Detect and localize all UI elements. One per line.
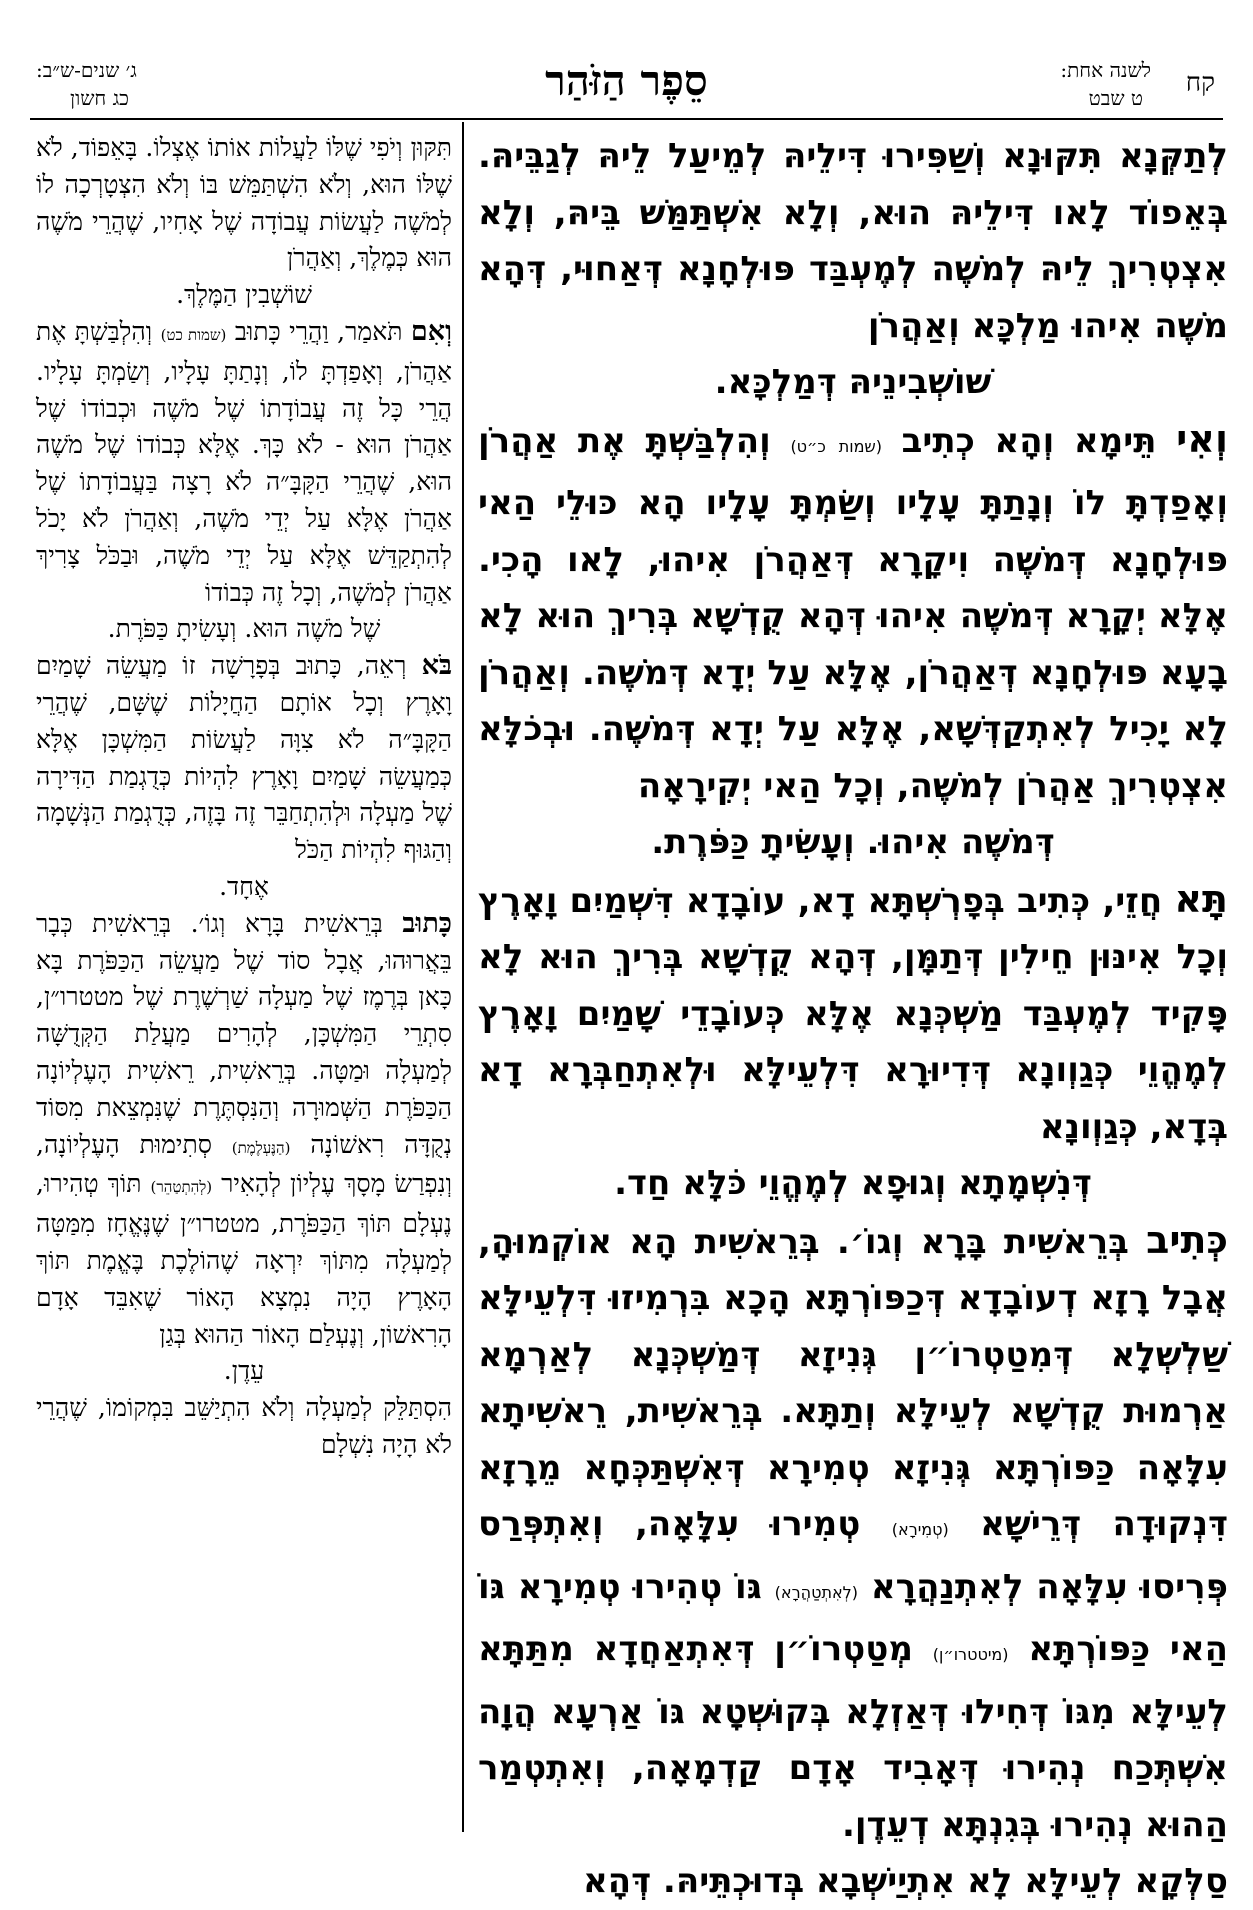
paragraph-lead-word: וְאִי xyxy=(1176,416,1229,461)
paragraph-text: דְּנִשְׁמָתָא וְגוּפָא לְמֶהֱוֵי כֹּלָּא חַד. xyxy=(614,1163,1092,1203)
paragraph-text: תּוֹךְ טְהִירוּ, נֶעְלָם תּוֹךְ הַכַּפֹּרֶת, מטטרו״ן שֶׁנֶּאֱחָז מִמַּטָּה לְמַעְלָה מִתּוֹךְ יִרְאָה שֶׁהוֹלֶכֶת בֶּאֱמֶת תּוֹךְ הָאָרֶץ הָיָה נִמְצָא הָאוֹר שֶׁאִבֵּד אָדָם הָרִאשׁוֹן, וְנֶעְלַם הָאוֹר הַהוּא בְּגַן xyxy=(36,1169,452,1349)
header-date-three-years: כג חשון xyxy=(70,86,129,110)
paragraph-text: רְאֵה, כָּתוּב בְּפָרָשָׁה זוֹ מַעֲשֵׂה שָׁמַיִם וָאָרֶץ וְכָל אוֹתָם הַחֲיָלוֹת שֶׁשָּׁם, שֶׁהֲרֵי הַקָּבָּ״ה לֹא צִוָּה לַעֲשׂוֹת הַמִּשְׁכָּן אֶלָּא כְּמַעֲשֵׂה שָׁמַיִם וָאָרֶץ לִהְיוֹת כְּדֻגְמַת הַדִּירָה שֶׁל מַעְלָה וּלְהִתְחַבֵּר זֶה בָּזֶה, כְּדֻגְמַת הַנְּשָׁמָה וְהַגּוּף לִהְיוֹת הַכֹּל xyxy=(36,651,452,865)
paragraph-text: הִסְתַּלֵּק לְמַעְלָה וְלֹא הִתְיַשֵּׁב בִּמְקוֹמוֹ, שֶׁהֲרֵי לֹא הָיָה נִשְׁלָם xyxy=(36,1393,452,1459)
variant-note: (לְהִתְטַהֵר) xyxy=(150,1178,213,1197)
paragraph-text: סְתִימוּת הָעֶלְיוֹנָה, וְנִפְרַשׂ מָסָךְ עֶלְיוֹן לְהָאִיר xyxy=(36,1129,453,1199)
paragraph-lead-word: כְּתִיב xyxy=(1146,1217,1228,1262)
paragraph-text: אֶחָד. xyxy=(219,871,269,901)
paragraph-lead-word: וְאִם xyxy=(410,315,452,347)
paragraph-lead-word: בֹּא xyxy=(421,650,452,682)
header-date-one-year: ט שבט xyxy=(1088,86,1143,110)
paragraph-closing-line xyxy=(478,814,1228,871)
paragraph-closing-line xyxy=(36,277,452,314)
variant-note: (מיטטרו״ן) xyxy=(932,1645,1009,1664)
page-header xyxy=(30,56,1223,116)
paragraph-closing-line xyxy=(478,354,1228,411)
aramaic-text-column xyxy=(478,128,1228,1910)
verse-reference: (שמות כט) xyxy=(160,325,227,344)
paragraph-text: סַלְּקָא לְעֵילָּא לָא אִתְיַישְּׁבָא בְּדוּכְתֵּיהּ. דְּהָא xyxy=(582,1861,1228,1901)
paragraph-closing-line xyxy=(478,1155,1228,1212)
variant-note: (טְמִירָא) xyxy=(891,1520,949,1539)
paragraph-text: גּוֹ טְהִירוּ טְמִירָא גּוֹ הַאי כַּפּוֹרְתָּא xyxy=(478,1566,1229,1669)
header-divider xyxy=(30,118,1223,120)
page-number: קח xyxy=(1185,68,1215,98)
paragraph-closing-line xyxy=(36,611,452,648)
paragraph-text: שׁוֹשְׁבִין הַמֶּלֶךְ. xyxy=(176,280,312,310)
hebrew-paragraph-3 xyxy=(36,648,452,869)
aramaic-paragraph-3 xyxy=(478,871,1228,1156)
paragraph-text: שֶׁל מֹשֶׁה הוּא. וְעָשִׂיתָ כַּפֹּרֶת. xyxy=(107,614,381,644)
paragraph-text: עֵדֶן. xyxy=(223,1356,265,1386)
verse-reference: (שמות כ״ט) xyxy=(790,436,883,456)
hebrew-paragraph-4 xyxy=(36,906,452,1354)
page-title: סֵפֶר הַזֹּהַר xyxy=(545,56,708,105)
hebrew-paragraph-1 xyxy=(36,130,452,277)
paragraph-text: חֲזֵי, כְּתִיב בְּפָרְשְׁתָּא דָא, עוֹבָדָא דִּשְׁמַיִם וָאָרֶץ וְכָל אִינּוּן חֵילִין דְּתַמָּן, דְּהָא קֻדְשָׁא בְּרִיךְ הוּא לָא פָּקִיד לְמֶעְבַּד מַשְׁכְּנָא אֶלָּא כְּעוֹבָדֵי שָׁמַיִם וָאָרֶץ לְמֶהֱוֵי כְּגַוְונָא דְּדִיוּרָא דִּלְעֵילָּא וּלְאִתְחַבְּרָא דָא בְּדָא, כְּגַוְונָא xyxy=(478,880,1228,1147)
hebrew-translation-column xyxy=(36,130,452,1464)
variant-note: (לְאִתְטַהֲרָא) xyxy=(774,1582,859,1602)
paragraph-text: וְהִלְבַּשְׁתָּ אֶת אַהֲרֹן, וְאָפַדְתָּ לוֹ, וְנָתַתָּ עָלָיו, וְשַׂמְתָּ עָלָיו. הֲרֵי כָּל זֶה עֲבוֹדָתוֹ שֶׁל מֹשֶׁה וּכְבוֹדוֹ שֶׁל אַהֲרֹן הוּא - לֹא כָּךְ. אֶלָּא כְּבוֹדוֹ שֶׁל מֹשֶׁה הוּא, שֶׁהֲרֵי הַקָּבָּ״ה לֹא רָצָה בַּעֲבוֹדָתוֹ שֶׁל אַהֲרֹן אֶלָּא עַל יְדֵי מֹשֶׁה, וְאַהֲרֹן לֹא יָכֹל לְהִתְקַדֵּשׁ אֶלָּא עַל יְדֵי מֹשֶׁה, וּבַכֹּל צָרִיךְ אַהֲרֹן לְמֹשֶׁה, וְכָל זֶה כְּבוֹדוֹ xyxy=(36,316,452,607)
aramaic-paragraph-2 xyxy=(478,411,1228,815)
aramaic-paragraph-4 xyxy=(478,1212,1228,1854)
paragraph-text: טְמִירוּ עִלָּאָה, וְאִתְפְּרַס פְּרִיסוּ עִלָּאָה לְאִתְנַהֲרָא xyxy=(478,1504,1229,1607)
paragraph-text: לְתַקְּנָא תִּקּוּנָא וְשַׁפִּירוּ דִּילֵיהּ לְמֵיעַל לֵיהּ לְגַבֵּיהּ. בְּאֵפוֹד לָאו דִּילֵיהּ הוּא, וְלָא אִשְׁתַּמַּשׁ בֵּיהּ, וְלָא אִצְטְרִיךְ לֵיהּ לְמֹשֶׁה לְמֶעְבַּד פּוּלְחָנָא דְּאַחוּי, דְּהָא מֹשֶׁה אִיהוּ מַלְכָּא וְאַהֲרֹן xyxy=(478,136,1228,346)
paragraph-text: תֵּימָא וְהָא כְתִיב xyxy=(901,420,1157,461)
column-divider xyxy=(462,122,464,1832)
paragraph-text: מְטַטְרוֹ״ן דְּאִתְאַחֲדָא מִתַּתָּא לְעֵילָּא מִגּוֹ דְּחִילוּ דְּאַזְלָא בְּקוּשְׁטָא גּוֹ אַרְעָא הֲוָה אִשְׁתְּכַח נְהִירוּ דְּאָבִיד אָדָם קַדְמָאָה, וְאִתְטְמַר הַהוּא נְהִירוּ בְּגִנְתָּא דְעֵדֶן. xyxy=(478,1629,1228,1845)
paragraph-lead-word: כָּתוּב xyxy=(402,907,452,939)
aramaic-paragraph-1 xyxy=(478,128,1228,354)
paragraph-text: בְּרֵאשִׁית בָּרָא וְגוֹ׳. בְּרֵאשִׁית כְּבָר בֵּאֲרוּהוּ, אֲבָל סוֹד שֶׁל מַעֲשֵׂה הַכַּפֹּרֶת בָּא כָּאן בְּרֶמֶז שֶׁל מַעְלָה שַׁרְשֶׁרֶת שֶׁל מטטרו״ן, סִתְרֵי הַמִּשְׁכָּן, לְהָרִים מַעֲלַת הַקְּדֻשָּׁה לְמַעְלָה וּמַטָּה. בְּרֵאשִׁית, רֵאשִׁית הָעֶלְיוֹנָה הַכַּפֹּרֶת הַשְּׁמוּרָה וְהַנִּסְתֶּרֶת שֶׁנִּמְצֵאת מִסּוֹד נְקֻדָּה רִאשׁוֹנָה xyxy=(36,908,453,1159)
paragraph-text: תֹּאמַר, וַהֲרֵי כָּתוּב xyxy=(234,316,403,346)
paragraph-text: תִּקּוּן וְיֹפִי שֶׁלּוֹ לַעֲלוֹת אוֹתוֹ אֶצְלוֹ. בָּאֵפוֹד, לֹא שֶׁלּוֹ הוּא, וְלֹא הִשְׁתַּמֵּשׁ בּוֹ וְלֹא הִצְטָרְכָה לוֹ לְמֹשֶׁה לַעֲשׂוֹת עֲבוֹדָה שֶׁל אָחִיו, שֶׁהֲרֵי מֹשֶׁה הוּא כְּמֶלֶךְ, וְאַהֲרֹן xyxy=(36,133,452,273)
paragraph-text: וְהִלְבַּשְׁתָּ אֶת אַהֲרֹן וְאָפַדְתָּ לוֹ וְנָתַתָּ עָלָיו וְשַׂמְתָּ עָלָיו הָא כּוּלֵי הַאי פּוּלְחָנָא דְּמֹשֶׁה וִיקָרָא דְּאַהֲרֹן אִיהוּ, לָאו הָכִי. אֶלָּא יְקָרָא דְּמֹשֶׁה אִיהוּ דְּהָא קֻדְשָׁא בְּרִיךְ הוּא לָא בָעָא פּוּלְחָנָא דְּאַהֲרֹן, אֶלָּא עַל יְדָא דְּמֹשֶׁה. וְאַהֲרֹן לָא יָכִיל לְאִתְקַדְּשָׁא, אֶלָּא עַל יְדָא דְּמֹשֶׁה. וּבְכֹלָּא אִצְטְרִיךְ אַהֲרֹן לְמֹשֶׁה, וְכָל הַאי יְקִירָאָה xyxy=(478,420,1228,806)
variant-note: (הַנֶּעְלֶמֶת) xyxy=(231,1138,291,1157)
paragraph-closing-line xyxy=(36,869,452,906)
paragraph-closing-line xyxy=(36,1353,452,1390)
header-schedule-three-years: ג׳ שנים-ש״ב: xyxy=(36,58,137,82)
hebrew-paragraph-5 xyxy=(36,1390,452,1464)
header-schedule-one-year: לשנה אחת: xyxy=(1060,58,1151,82)
paragraph-text: דְּמֹשֶׁה אִיהוּ. וְעָשִׂיתָ כַּפֹּרֶת. xyxy=(651,822,1055,862)
paragraph-text: בְּרֵאשִׁית בָּרָא וְגוֹ׳. בְּרֵאשִׁית הָא אוֹקְמוּהָ, אֲבָל רָזָא דְעוֹבָדָא דְּכַפּוֹרְתָּא הָכָא בִּרְמִיזוּ דִּלְעֵילָּא שַׁלְשְׁלָא דְּמִטַטְרוֹ״ן גְּנִיזָא דְּמַשְׁכְּנָא לְאַרְמָא אַרְמוּת קֻדְשָׁא לְעֵילָּא וְתַתָּא. בְּרֵאשִׁית, רֵאשִׁיתָא עִלָּאָה כַּפּוֹרְתָּא גְּנִיזָא טְמִירָא דְּאִשְׁתַּכְּחָא מֵרָזָא דִּנְקוּדָה דְּרֵישָׁא xyxy=(478,1221,1228,1544)
aramaic-paragraph-5 xyxy=(478,1853,1228,1910)
hebrew-paragraph-2 xyxy=(36,314,452,611)
paragraph-text: שׁוֹשְׁבִינֵיהּ דְּמַלְכָּא. xyxy=(714,362,992,402)
paragraph-lead-word: תָּא xyxy=(1174,876,1229,921)
